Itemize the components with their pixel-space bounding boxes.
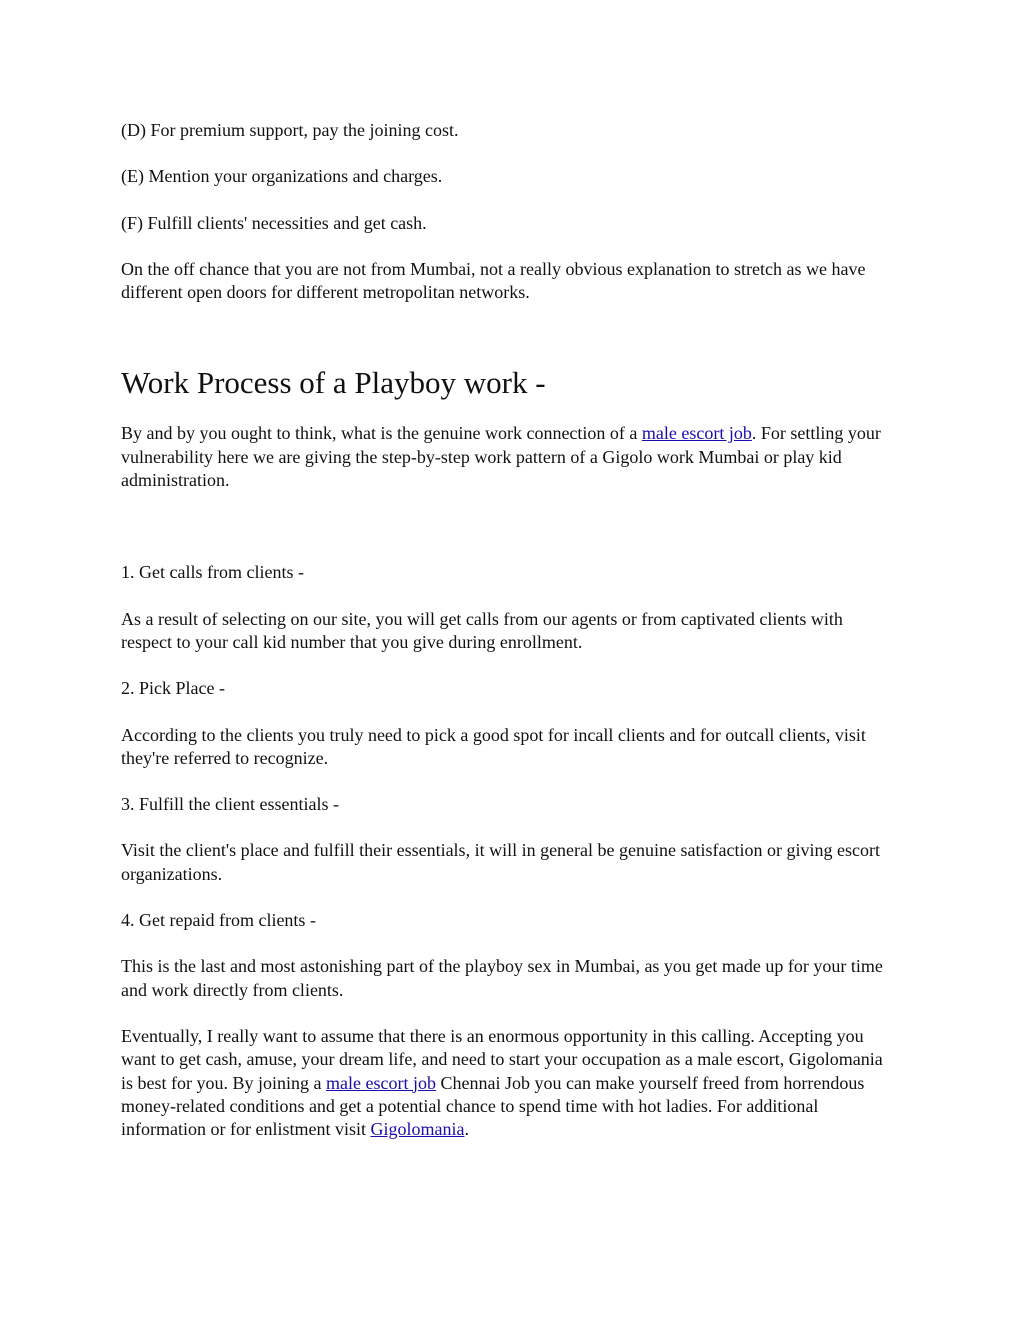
step-title: 4. Get repaid from clients - [121,910,316,931]
lead-paragraph [121,422,896,492]
step-title: 3. Fulfill the client essentials - [121,794,339,815]
intro-step-f: (F) Fulfill clients' necessities and get cash. [121,212,427,233]
male-escort-job-link-2[interactable]: male escort job [326,1072,436,1093]
closing-paragraph [121,1025,896,1141]
section-heading: Work Process of a Playboy work - [121,365,546,401]
lead-text-before: By and by you ought to think, what is the genuine work connection of a [121,423,642,444]
intro-step-d: (D) For premium support, pay the joining cost. [121,120,459,140]
intro-note: On the off chance that you are not from Mumbai, not a really obvious explanation to stretch as we have different open doors for different metropolitan networks. [121,258,866,303]
step-title: 2. Pick Place - [121,678,225,699]
spacer [121,515,896,561]
step-body: As a result of selecting on our site, you will get calls from our agents or from captivated clients with respect to your call kid number that you give during enrollment. [121,608,843,652]
document-page [121,119,896,1164]
closing-text-1: Eventually, I really want to assume that there is an enormous opportunity in this calling. Accepting you want to get cash, amuse, your dream life, and need to start your occupation as a male escort, Gigolomania is best for you. By joining a [121,1025,883,1093]
step-title: 1. Get calls from clients - [121,562,304,583]
gigolomania-link[interactable]: Gigolomania [370,1119,465,1140]
intro-step-e: (E) Mention your organizations and charges. [121,166,443,187]
closing-text-2: Chennai Job you can make yourself freed from horrendous money-related conditions and get a potential chance to spend time with hot ladies. For additional information or for enlistment visit [121,1072,865,1140]
lead-text-after: . For settling your vulnerability here we are giving the step-by-step work pattern of a Gigolo work Mumbai or play kid administration. [121,423,881,491]
step-body: This is the last and most astonishing part of the playboy sex in Mumbai, as you get made up for your time and work directly from clients. [121,956,883,1000]
male-escort-job-link[interactable]: male escort job [641,423,752,444]
step-body: According to the clients you truly need to pick a good spot for incall clients and for outcall clients, visit they're referred to recognize. [121,724,866,768]
step-body: Visit the client's place and fulfill their essentials, it will in general be genuine satisfaction or giving escort organizations. [121,840,880,884]
spacer [121,327,896,365]
closing-text-3: . [464,1119,469,1140]
